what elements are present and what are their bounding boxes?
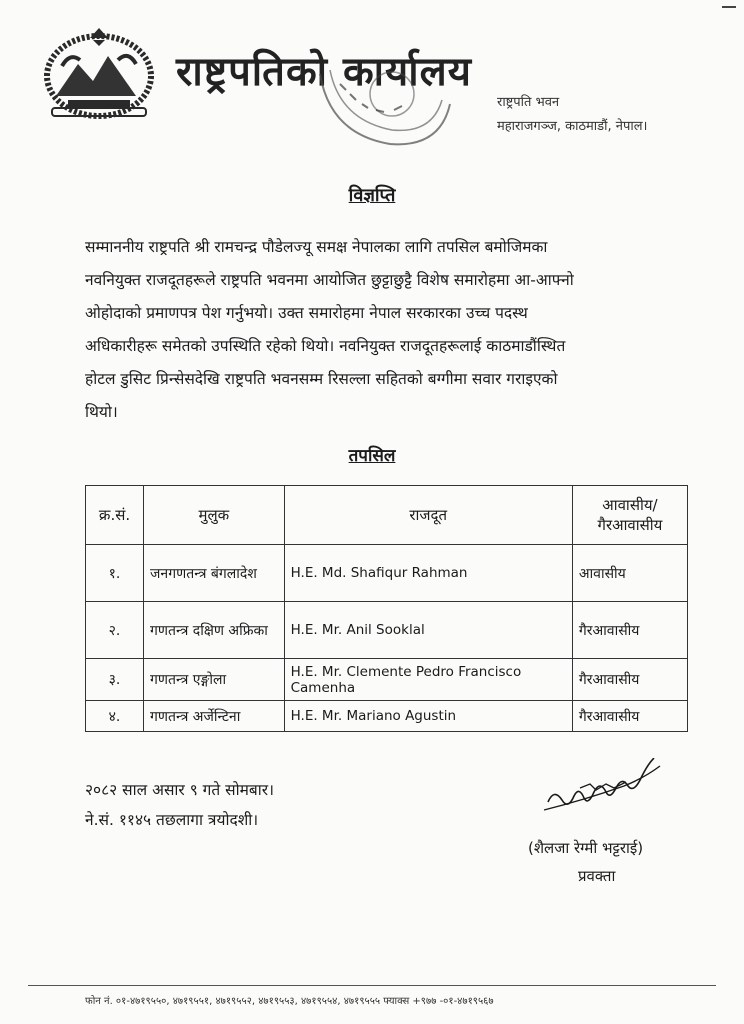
column-header-sn: क्र.सं. [86,486,144,545]
ambassador-table [85,485,688,732]
cell-sn: १. [86,545,144,602]
cell-sn: ३. [86,659,144,701]
cell-sn: ४. [86,701,144,732]
column-header-country: मुलुक [144,486,285,545]
date-line-1: २०८२ साल असार ९ गते सोमबार। [85,781,275,799]
cell-type: गैरआवासीय [572,659,687,701]
cell-ambassador: H.E. Mr. Clemente Pedro Francisco Camenha [284,659,572,701]
table-row [86,602,688,659]
table-row [86,701,688,732]
footer-divider [28,985,716,986]
address-line-2: महाराजगञ्ज, काठमाडौं, नेपाल। [497,119,648,134]
handwritten-signature-icon [540,758,670,822]
notice-line: होटल डुसिट प्रिन्सेसदेखि राष्ट्रपति भवनसम्म रिसल्ला सहितको बग्गीमा सवार गराइएको [85,370,558,388]
office-stamp-icon [300,64,460,150]
notice-line: थियो। [85,403,118,421]
notice-line: सम्माननीय राष्ट्रपति श्री रामचन्द्र पौडेलज्यू समक्ष नेपालका लागि तपसिल बमोजिमका [85,238,548,256]
notice-line: नवनियुक्त राजदूतहरूले राष्ट्रपति भवनमा आयोजित छुट्टाछुट्टै विशेष समारोहमा आ-आफ्नो [85,271,574,289]
cell-type: आवासीय [572,545,687,602]
notice-line: ओहोदाको प्रमाणपत्र पेश गर्नुभयो। उक्त समारोहमा नेपाल सरकारका उच्च पदस्थ [85,304,528,322]
office-title: राष्ट्रपतिको कार्यालय [176,49,472,95]
column-header-type-line1: आवासीय/ [602,496,658,514]
cell-type: गैरआवासीय [572,701,687,732]
cell-country: गणतन्त्र एङ्गोला [144,659,285,701]
page-corner-mark [722,0,736,8]
notice-heading: विज्ञप्ति [348,185,396,206]
column-header-type [572,486,687,545]
details-heading: तपसिल [348,446,396,466]
cell-country: जनगणतन्त्र बंगलादेश [144,545,285,602]
footer-contact: फोन नं. ०१-४७१९५५०, ४७१९५५१, ४७१९५५२, ४७१९५५३, ४७१९५५४, ४७१९५५५ फ्याक्स +९७७ -०१-४७१९५६७ [85,996,494,1007]
cell-ambassador: H.E. Mr. Anil Sooklal [284,602,572,659]
signer-name: (शैलजा रेग्मी भट्टराई) [528,839,644,857]
date-line-2: ने.सं. ११४५ तछलागा त्रयोदशी। [85,811,259,829]
column-header-type-line2: गैरआवासीय [597,516,663,534]
address-line-1: राष्ट्रपति भवन [497,95,560,110]
signer-role: प्रवक्ता [578,867,616,885]
cell-type: गैरआवासीय [572,602,687,659]
cell-ambassador: H.E. Mr. Mariano Agustin [284,701,572,732]
cell-country: गणतन्त्र अर्जेन्टिना [144,701,285,732]
national-emblem-icon [38,26,160,122]
table-header-row [86,486,688,545]
cell-ambassador: H.E. Md. Shafiqur Rahman [284,545,572,602]
column-header-ambassador: राजदूत [284,486,572,545]
table-row [86,659,688,701]
cell-sn: २. [86,602,144,659]
notice-line: अधिकारीहरू समेतको उपस्थिति रहेको थियो। नवनियुक्त राजदूतहरूलाई काठमाडौंस्थित [85,337,566,355]
cell-country: गणतन्त्र दक्षिण अफ्रिका [144,602,285,659]
table-row [86,545,688,602]
